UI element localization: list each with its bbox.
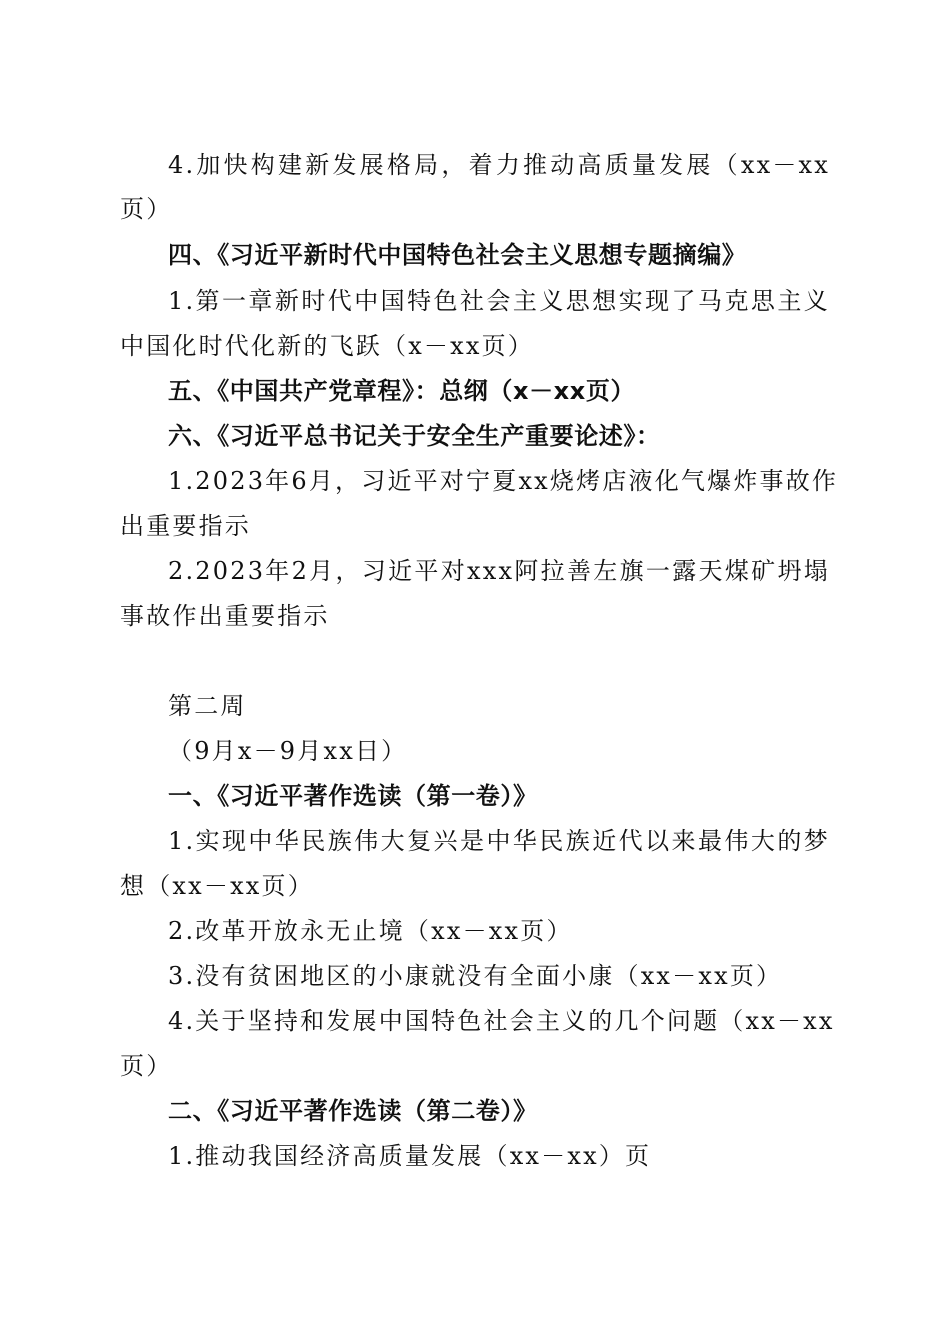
week-2-date-range: （9月x－9月xx日）	[168, 737, 408, 765]
week-2-section-1-item-4-line-2: 页）	[120, 1052, 173, 1080]
section-6-item-1-line-2: 出重要指示	[120, 512, 251, 540]
section-4-item-1-line-1: 1.第一章新时代中国特色社会主义思想实现了马克思主义	[168, 287, 830, 315]
section-4-item-1-line-2: 中国化时代化新的飞跃（x－xx页）	[120, 332, 535, 360]
section-heading-5: 五、《中国共产党章程》：总纲（x－xx页）	[168, 377, 636, 405]
item-4-line-1: 4.加快构建新发展格局，着力推动高质量发展（xx－xx	[168, 151, 830, 179]
week-2-section-1-item-3: 3.没有贫困地区的小康就没有全面小康（xx－xx页）	[168, 962, 783, 990]
week-2-section-heading-1: 一、《习近平著作选读（第一卷）》	[168, 782, 538, 810]
week-2-section-1-item-4-line-1: 4.关于坚持和发展中国特色社会主义的几个问题（xx－xx	[168, 1007, 835, 1035]
section-heading-4: 四、《习近平新时代中国特色社会主义思想专题摘编》	[168, 241, 747, 269]
section-6-item-2-line-1: 2.2023年2月，习近平对xxx阿拉善左旗一露天煤矿坍塌	[168, 557, 830, 585]
section-6-item-2-line-2: 事故作出重要指示	[120, 602, 330, 630]
week-2-title: 第二周	[168, 692, 247, 720]
item-4-line-2: 页）	[120, 195, 173, 223]
week-2-section-2-item-1: 1.推动我国经济高质量发展（xx－xx）页	[168, 1142, 652, 1170]
week-2-section-heading-2: 二、《习近平著作选读（第二卷）》	[168, 1097, 538, 1125]
week-2-section-1-item-2: 2.改革开放永无止境（xx－xx页）	[168, 917, 573, 945]
week-2-section-1-item-1-line-1: 1.实现中华民族伟大复兴是中华民族近代以来最伟大的梦	[168, 827, 830, 855]
section-heading-6: 六、《习近平总书记关于安全生产重要论述》：	[168, 422, 661, 450]
section-6-item-1-line-1: 1.2023年6月，习近平对宁夏xx烧烤店液化气爆炸事故作	[168, 467, 839, 495]
week-2-section-1-item-1-line-2: 想（xx－xx页）	[120, 872, 314, 900]
